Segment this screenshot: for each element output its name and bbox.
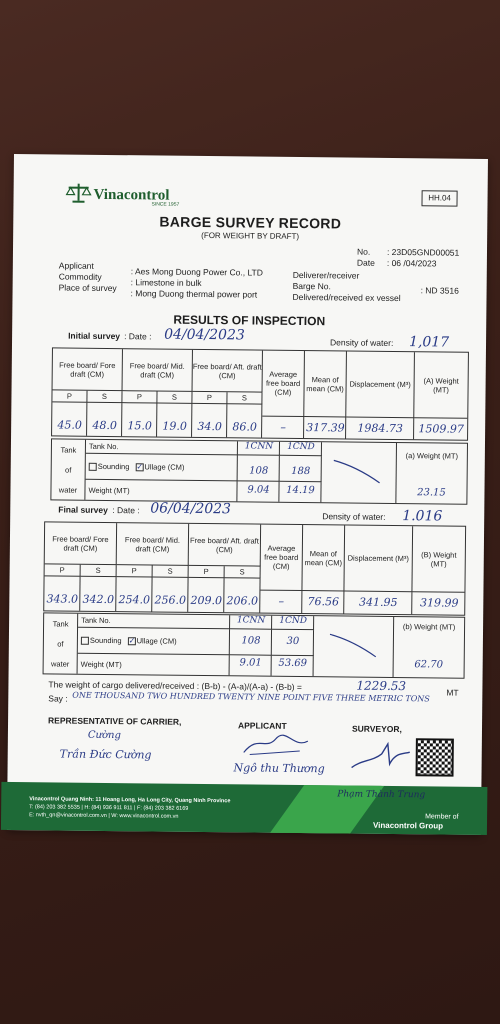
header-mid: Free board/ Mid. draft (CM): [117, 523, 189, 566]
ps-cell: S: [157, 392, 192, 404]
surveyor-name: Phạm Thành Trung: [337, 789, 426, 801]
form-code: HH.04: [421, 190, 457, 206]
barge-value: : ND 3516: [420, 285, 459, 296]
survey-document: [7, 154, 488, 835]
value-mid-p: 15.0: [127, 419, 152, 433]
document-title: BARGE SURVEY RECORD: [159, 213, 342, 232]
tank-b-weight-label: (b) Weight (MT): [402, 622, 456, 632]
place-value: : Mong Duong thermal power port: [130, 288, 258, 300]
header-weight-b: (B) Weight (MT): [412, 526, 465, 593]
value-mean: 317.39: [306, 421, 345, 435]
initial-date-value: 04/04/2023: [164, 326, 245, 344]
final-density-value: 1.016: [402, 508, 443, 525]
date-label: Date: [356, 257, 375, 268]
of-label: of: [57, 638, 64, 649]
ullage-value-1: 108: [241, 635, 261, 647]
barge-label: Barge No.: [292, 280, 331, 292]
ps-cell: P: [52, 390, 87, 402]
no-label: No.: [356, 246, 371, 257]
surveyor-signature: [348, 740, 412, 773]
applicant-name: Ngô thu Thương: [233, 761, 325, 776]
applicant-heading: APPLICANT: [237, 720, 287, 731]
say-value: ONE THOUSAND TWO HUNDRED TWENTY NINE POINT FIVE THREE METRIC TONS: [72, 690, 430, 704]
header-aft: Free board/ Aft. draft (CM): [189, 524, 261, 567]
qr-code: [416, 738, 454, 776]
ps-cell: P: [117, 565, 153, 577]
initial-tank-table: [50, 438, 468, 504]
value-mid-p: 254.0: [118, 593, 151, 607]
header-mean: Mean of mean (CM): [302, 525, 345, 591]
header-aft: Free board/ Aft. draft (CM): [193, 350, 263, 393]
delivered-label: Delivered/received ex vessel: [292, 291, 401, 304]
ps-cell: P: [189, 566, 225, 578]
brand-name: Vinacontrol: [93, 186, 170, 204]
final-date-value: 06/04/2023: [150, 500, 232, 518]
water-label: water: [58, 484, 78, 495]
sounding-label: Sounding: [89, 635, 122, 646]
value-fore-s: 48.0: [92, 418, 117, 433]
value-weight-a: 1509.97: [418, 422, 464, 436]
value-aft-s: 206.0: [226, 594, 259, 608]
water-label: water: [50, 658, 70, 669]
surveyor-heading: SURVEYOR,: [351, 723, 402, 735]
ps-cell: S: [225, 566, 261, 578]
ps-cell: S: [153, 565, 189, 577]
no-value: : 23D05GND00051: [386, 246, 460, 258]
weight-value-1: 9.01: [239, 657, 262, 669]
value-displacement: 1984.73: [357, 421, 403, 436]
sounding-label: Sounding: [97, 461, 130, 472]
value-fore-p: 343.0: [46, 592, 79, 606]
weight-value-2: 53.69: [278, 657, 308, 670]
header-fore: Free board/ Fore draft (CM): [53, 348, 123, 391]
value-fore-s: 342.0: [82, 592, 115, 607]
tank-label: Tank: [60, 445, 77, 455]
final-tank-table: [43, 612, 466, 678]
document-subtitle: (FOR WEIGHT BY DRAFT): [201, 230, 300, 241]
header-average: Average free board (CM): [262, 351, 305, 417]
deliverer-label: Deliverer/receiver: [292, 269, 360, 281]
scales-icon: [65, 182, 91, 204]
value-aft-p: 34.0: [197, 419, 222, 434]
initial-date-label: : Date :: [124, 331, 152, 342]
header-mid: Free board/ Mid. draft (CM): [123, 349, 193, 392]
strike-line: [328, 632, 378, 659]
weight-label: Weight (MT): [85, 480, 237, 502]
header-fore: Free board/ Fore draft (CM): [45, 522, 117, 565]
final-survey-label: Final survey: [58, 504, 108, 516]
of-label: of: [65, 465, 72, 475]
ullage-label: Ullage (CM): [144, 462, 185, 472]
header-mean: Mean of mean (CM): [304, 351, 347, 417]
initial-draft-table: [51, 347, 469, 440]
brand-since: SINCE 1957: [151, 201, 180, 208]
value-mid-s: 256.0: [154, 593, 187, 607]
vinacontrol-logo: [65, 182, 180, 208]
commodity-value: : Limestone in bulk: [130, 277, 202, 288]
footer-member: Member of: [425, 813, 459, 821]
cargo-weight-label: The weight of cargo delivered/received : (B-b) - (A-a)/(A-a) - (B-b) =: [48, 679, 302, 693]
ps-cell: S: [87, 391, 122, 403]
carrier-heading: REPRESENTATIVE OF CARRIER,: [48, 715, 182, 727]
initial-density-value: 1,017: [408, 334, 450, 351]
value-aft-p: 209.0: [190, 593, 223, 608]
ullage-value-1: 108: [249, 465, 269, 477]
tank-col-2: 1CND: [279, 615, 308, 627]
value-aft-s: 86.0: [232, 420, 257, 434]
ps-cell: P: [122, 391, 157, 403]
sounding-checkbox: [81, 636, 89, 644]
ps-cell: S: [227, 392, 262, 404]
ps-cell: S: [81, 565, 117, 577]
footer-office: Vinacontrol Quang Ninh: 11 Hoang Long, Ha Long City, Quang Ninh Province: [29, 796, 231, 805]
results-title: RESULTS OF INSPECTION: [173, 312, 326, 329]
applicant-signature: [240, 730, 312, 759]
weight-label: Weight (MT): [78, 654, 230, 676]
footer-phones: T: (84) 203 382 5535 | H: (84) 936 911 811 | F: (84) 203 382 6169: [29, 804, 189, 812]
footer-email: E: nvth_qn@vinacontrol.com.vn | W: www.vinacontrol.com.vn: [29, 812, 179, 820]
ullage-checkbox-checked: ✓: [136, 461, 144, 471]
say-label: Say :: [48, 693, 68, 704]
applicant-label: Applicant: [58, 260, 94, 271]
ps-cell: P: [45, 564, 81, 576]
ullage-value-2: 188: [291, 465, 311, 478]
value-weight-b: 319.99: [420, 596, 459, 610]
strike-line: [332, 458, 382, 485]
value-mid-s: 19.0: [162, 419, 187, 433]
tank-no-label: Tank No.: [86, 440, 238, 456]
tank-total-a: 23.15: [417, 487, 446, 499]
ullage-checkbox-checked: ✓: [128, 635, 136, 645]
carrier-name: Trần Đức Cường: [59, 747, 152, 762]
value-average: –: [278, 594, 285, 608]
tank-total-b: 62.70: [414, 659, 444, 671]
final-date-label: : Date :: [112, 505, 140, 516]
ps-cell: P: [192, 392, 227, 404]
weight-value-1: 9.04: [247, 484, 270, 496]
applicant-value: : Aes Mong Duong Power Co., LTD: [130, 266, 263, 278]
tank-label: Tank: [52, 618, 69, 629]
sounding-checkbox: [89, 462, 97, 470]
tank-col-2: 1CND: [287, 441, 315, 453]
tank-no-label: Tank No.: [78, 614, 230, 630]
final-density-label: Density of water:: [322, 511, 386, 522]
value-displacement: 341.95: [359, 595, 398, 610]
header-displacement: Displacement (M³): [344, 525, 413, 592]
tank-a-weight-label: (a) Weight (MT): [405, 451, 459, 461]
date-value: : 06 /04/2023: [386, 257, 437, 269]
value-mean: 76.56: [307, 595, 340, 609]
header-average: Average free board (CM): [260, 525, 303, 591]
place-label: Place of survey: [58, 282, 117, 294]
cargo-weight-unit: MT: [446, 687, 459, 698]
initial-survey-label: Initial survey: [68, 330, 121, 342]
footer-group: Vinacontrol Group: [372, 820, 444, 831]
value-fore-p: 45.0: [57, 418, 82, 432]
cargo-weight-value: 1229.53: [356, 678, 407, 694]
value-average: –: [280, 420, 286, 434]
weight-value-2: 14.19: [286, 484, 315, 497]
header-displacement: Displacement (M³): [346, 351, 415, 418]
ullage-value-2: 30: [286, 635, 300, 648]
initial-density-label: Density of water:: [329, 337, 394, 348]
commodity-label: Commodity: [58, 271, 102, 282]
carrier-signature: Cường: [87, 729, 121, 742]
header-weight-a: (A) Weight (MT): [414, 352, 468, 419]
final-draft-table: [43, 521, 466, 615]
tank-col-1: 1CNN: [244, 441, 274, 452]
tank-col-1: 1CNN: [236, 615, 266, 626]
ullage-label: Ullage (CM): [136, 636, 177, 646]
